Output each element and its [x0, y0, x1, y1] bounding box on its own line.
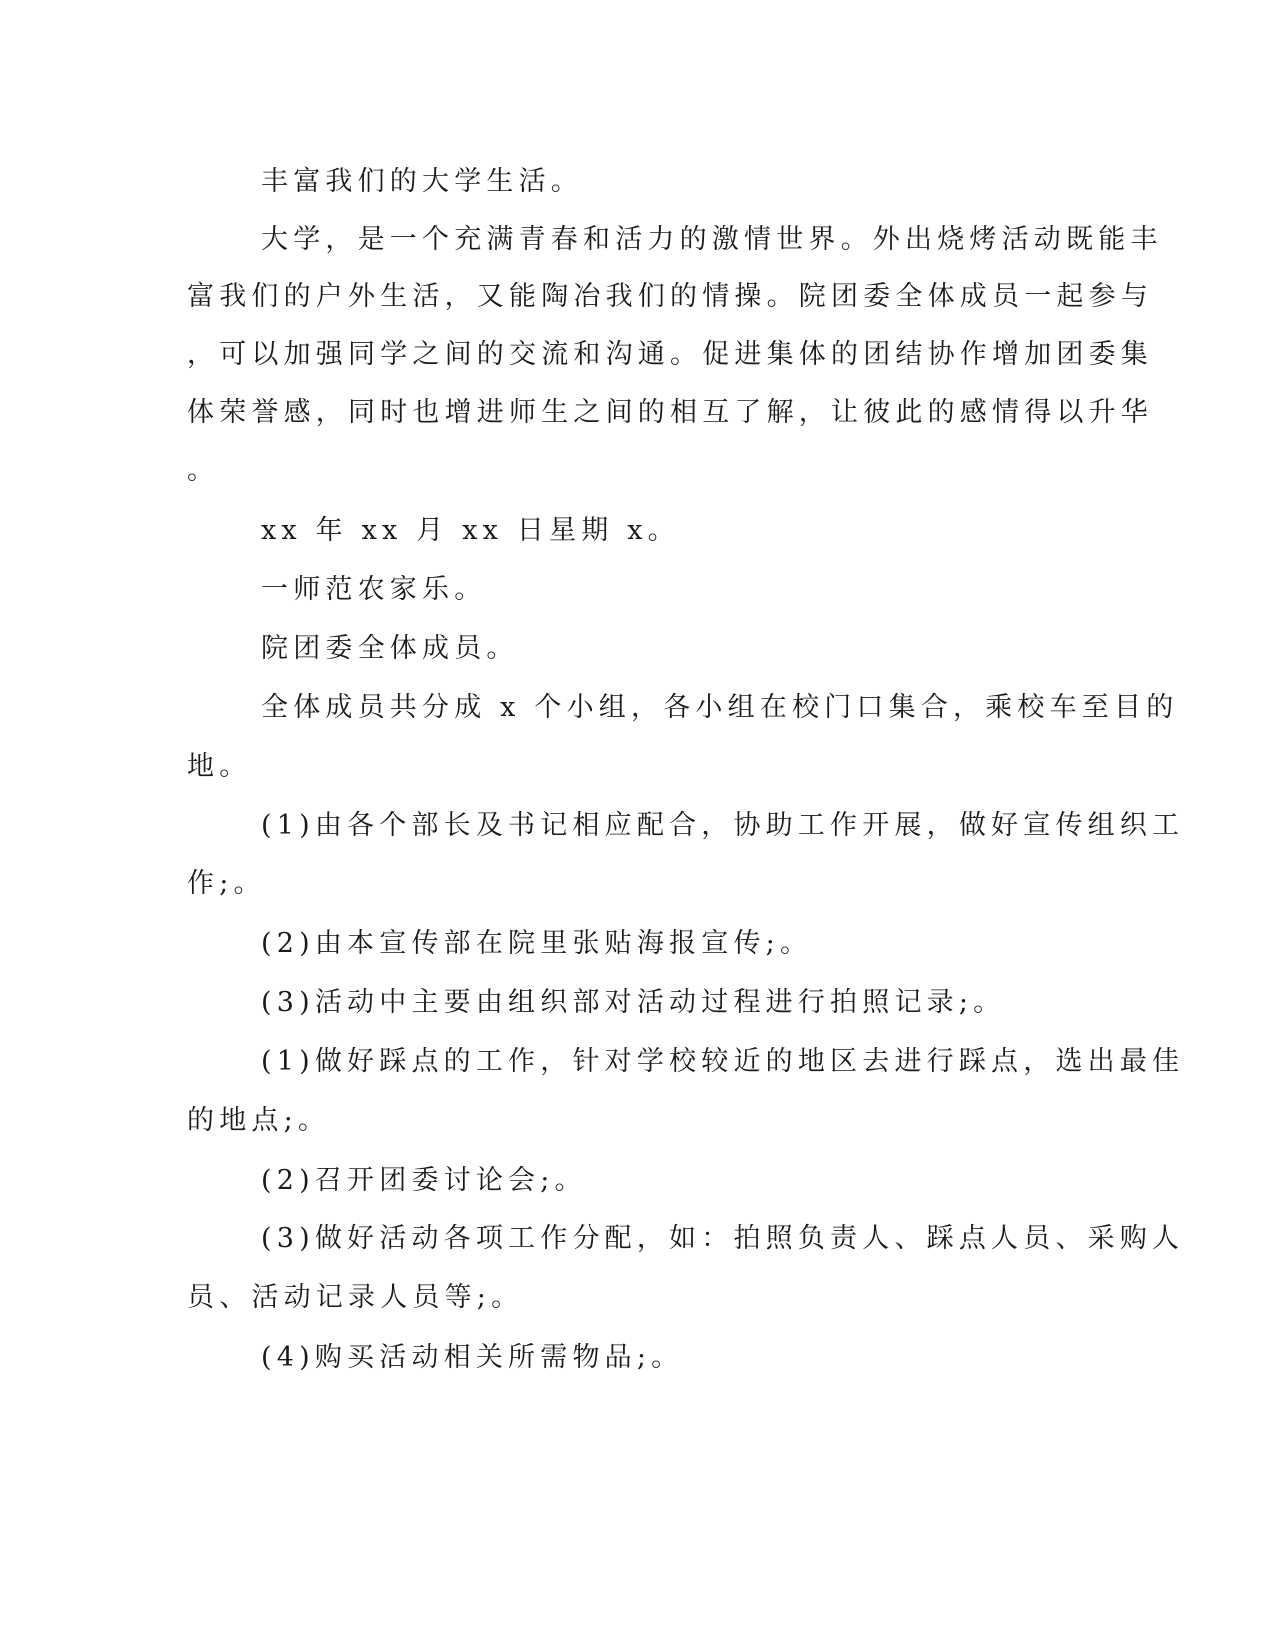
- paragraph-line: 丰富我们的大学生活。: [261, 166, 583, 197]
- paragraph-line: (4)购买活动相关所需物品;。: [261, 1342, 684, 1373]
- paragraph-line: 富我们的户外生活，又能陶冶我们的情操。院团委全体成员一起参与: [187, 281, 1153, 312]
- paragraph-line: (1)由各个部长及书记相应配合，协助工作开展，做好宣传组织工: [261, 810, 1185, 841]
- paragraph-line: (3)做好活动各项工作分配，如：拍照负责人、踩点人员、采购人: [261, 1223, 1185, 1254]
- paragraph-line: 一师范农家乐。: [261, 574, 487, 605]
- paragraph-line: (2)召开团委讨论会;。: [261, 1165, 587, 1196]
- paragraph-line: ，可以加强同学之间的交流和沟通。促进集体的团结协作增加团委集: [187, 339, 1153, 370]
- paragraph-line: 。: [187, 455, 220, 486]
- paragraph-line: 体荣誉感，同时也增进师生之间的相互了解，让彼此的感情得以升华: [187, 397, 1153, 428]
- paragraph-line: 员、活动记录人员等;。: [187, 1282, 524, 1313]
- paragraph-line: 作;。: [187, 868, 266, 899]
- paragraph-line: 院团委全体成员。: [261, 633, 519, 664]
- paragraph-line: (2)由本宣传部在院里张贴海报宣传;。: [261, 928, 813, 959]
- paragraph-line: 大学，是一个充满青春和活力的激情世界。外出烧烤活动既能丰: [261, 224, 1163, 255]
- paragraph-line: xx 年 xx 月 xx 日星期 x。: [261, 515, 680, 546]
- paragraph-line: (3)活动中主要由组织部对活动过程进行拍照记录;。: [261, 987, 1006, 1018]
- paragraph-line: 地。: [187, 751, 252, 782]
- paragraph-line: (1)做好踩点的工作，针对学校较近的地区去进行踩点，选出最佳: [261, 1046, 1185, 1077]
- paragraph-line: 全体成员共分成 x 个小组，各小组在校门口集合，乘校车至目的: [261, 692, 1179, 723]
- paragraph-line: 的地点;。: [187, 1105, 331, 1136]
